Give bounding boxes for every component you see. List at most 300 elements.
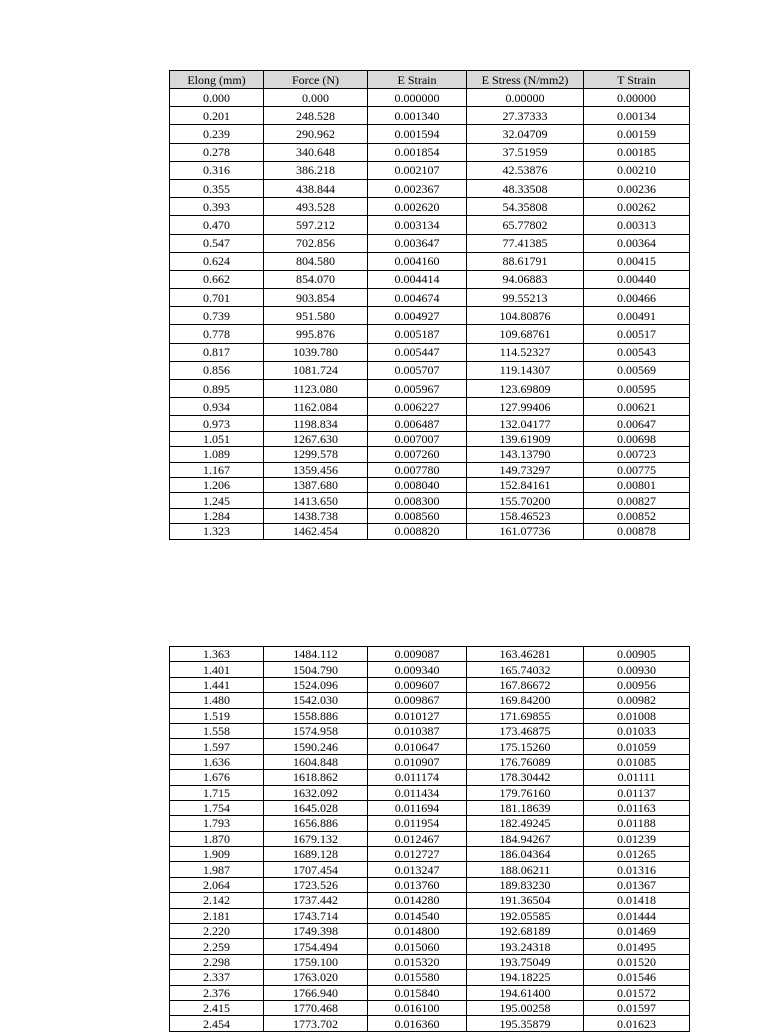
cell-force: 951.580	[264, 307, 368, 325]
cell-e-stress: 169.84200	[467, 693, 584, 708]
cell-e-strain: 0.004927	[368, 307, 467, 325]
cell-force: 1081.724	[264, 361, 368, 379]
table-row	[170, 908, 690, 923]
cell-e-strain: 0.008300	[368, 493, 467, 508]
cell-e-strain: 0.011434	[368, 785, 467, 800]
cell-e-stress: 189.83230	[467, 877, 584, 892]
cell-e-strain: 0.010387	[368, 723, 467, 738]
column-header-e-stress: E Stress (N/mm2)	[467, 71, 584, 89]
cell-elong: 2.220	[170, 924, 264, 939]
cell-elong: 1.206	[170, 477, 264, 492]
cell-t-strain: 0.00466	[584, 289, 690, 307]
cell-force: 1162.084	[264, 398, 368, 416]
cell-elong: 1.363	[170, 647, 264, 662]
cell-t-strain: 0.00982	[584, 693, 690, 708]
cell-force: 702.856	[264, 234, 368, 252]
cell-elong: 0.470	[170, 216, 264, 234]
cell-e-strain: 0.004674	[368, 289, 467, 307]
table-row	[170, 862, 690, 877]
cell-elong: 1.793	[170, 816, 264, 831]
table-header	[170, 71, 690, 89]
table-row	[170, 831, 690, 846]
cell-e-strain: 0.012467	[368, 831, 467, 846]
cell-t-strain: 0.01495	[584, 939, 690, 954]
cell-elong: 2.181	[170, 908, 264, 923]
cell-e-strain: 0.006227	[368, 398, 467, 416]
table-row	[170, 380, 690, 398]
cell-elong: 1.676	[170, 770, 264, 785]
table-row	[170, 708, 690, 723]
cell-t-strain: 0.00647	[584, 416, 690, 431]
cell-t-strain: 0.00134	[584, 107, 690, 125]
table-row	[170, 416, 690, 431]
table-row	[170, 107, 690, 125]
cell-t-strain: 0.00621	[584, 398, 690, 416]
cell-force: 1754.494	[264, 939, 368, 954]
cell-e-stress: 195.00258	[467, 1000, 584, 1015]
table-row	[170, 270, 690, 288]
cell-e-strain: 0.012727	[368, 847, 467, 862]
cell-t-strain: 0.00723	[584, 447, 690, 462]
tensile-data-table-bottom	[169, 646, 690, 1032]
cell-t-strain: 0.00236	[584, 179, 690, 197]
cell-force: 1773.702	[264, 1016, 368, 1031]
cell-t-strain: 0.01316	[584, 862, 690, 877]
table-row	[170, 508, 690, 523]
cell-t-strain: 0.00698	[584, 431, 690, 446]
cell-e-strain: 0.003134	[368, 216, 467, 234]
cell-t-strain: 0.00801	[584, 477, 690, 492]
cell-force: 1359.456	[264, 462, 368, 477]
cell-e-stress: 165.74032	[467, 662, 584, 677]
cell-t-strain: 0.01444	[584, 908, 690, 923]
cell-e-strain: 0.013760	[368, 877, 467, 892]
cell-t-strain: 0.01469	[584, 924, 690, 939]
cell-t-strain: 0.01033	[584, 723, 690, 738]
table-row	[170, 754, 690, 769]
cell-t-strain: 0.01137	[584, 785, 690, 800]
cell-e-stress: 182.49245	[467, 816, 584, 831]
cell-force: 1656.886	[264, 816, 368, 831]
cell-elong: 0.662	[170, 270, 264, 288]
cell-elong: 1.167	[170, 462, 264, 477]
cell-force: 290.962	[264, 125, 368, 143]
table-row	[170, 477, 690, 492]
table-row	[170, 179, 690, 197]
cell-elong: 0.547	[170, 234, 264, 252]
cell-e-strain: 0.011694	[368, 800, 467, 815]
cell-force: 1632.092	[264, 785, 368, 800]
table-row	[170, 939, 690, 954]
cell-force: 1737.442	[264, 893, 368, 908]
column-header-force: Force (N)	[264, 71, 368, 89]
cell-force: 1766.940	[264, 985, 368, 1000]
column-header-t-strain: T Strain	[584, 71, 690, 89]
cell-e-stress: 54.35808	[467, 198, 584, 216]
cell-e-stress: 37.51959	[467, 143, 584, 161]
table-row	[170, 289, 690, 307]
cell-e-stress: 143.13790	[467, 447, 584, 462]
cell-e-stress: 132.04177	[467, 416, 584, 431]
cell-e-stress: 77.41385	[467, 234, 584, 252]
cell-e-strain: 0.010647	[368, 739, 467, 754]
cell-e-strain: 0.006487	[368, 416, 467, 431]
cell-e-stress: 192.68189	[467, 924, 584, 939]
table-row	[170, 1000, 690, 1015]
table-row	[170, 693, 690, 708]
cell-e-stress: 195.35879	[467, 1016, 584, 1031]
cell-force: 804.580	[264, 252, 368, 270]
cell-e-strain: 0.007780	[368, 462, 467, 477]
cell-t-strain: 0.01367	[584, 877, 690, 892]
cell-elong: 1.480	[170, 693, 264, 708]
cell-force: 1524.096	[264, 677, 368, 692]
cell-e-strain: 0.016360	[368, 1016, 467, 1031]
cell-t-strain: 0.00930	[584, 662, 690, 677]
cell-elong: 1.441	[170, 677, 264, 692]
cell-elong: 2.376	[170, 985, 264, 1000]
cell-t-strain: 0.00905	[584, 647, 690, 662]
cell-t-strain: 0.01418	[584, 893, 690, 908]
cell-elong: 1.597	[170, 739, 264, 754]
cell-e-stress: 191.36504	[467, 893, 584, 908]
cell-e-stress: 161.07736	[467, 524, 584, 539]
cell-e-strain: 0.015060	[368, 939, 467, 954]
table-row	[170, 954, 690, 969]
cell-elong: 0.778	[170, 325, 264, 343]
table-row	[170, 877, 690, 892]
cell-elong: 1.401	[170, 662, 264, 677]
cell-force: 1504.790	[264, 662, 368, 677]
table-row	[170, 739, 690, 754]
cell-e-stress: 109.68761	[467, 325, 584, 343]
cell-t-strain: 0.01188	[584, 816, 690, 831]
cell-e-strain: 0.015580	[368, 970, 467, 985]
cell-e-stress: 186.04364	[467, 847, 584, 862]
cell-e-strain: 0.009087	[368, 647, 467, 662]
cell-e-stress: 94.06883	[467, 270, 584, 288]
cell-elong: 2.259	[170, 939, 264, 954]
cell-force: 1679.132	[264, 831, 368, 846]
cell-t-strain: 0.00595	[584, 380, 690, 398]
cell-force: 1770.468	[264, 1000, 368, 1015]
cell-e-stress: 184.94267	[467, 831, 584, 846]
cell-force: 1484.112	[264, 647, 368, 662]
cell-e-strain: 0.008040	[368, 477, 467, 492]
table-row	[170, 361, 690, 379]
cell-elong: 1.909	[170, 847, 264, 862]
cell-e-strain: 0.001340	[368, 107, 467, 125]
cell-e-strain: 0.009867	[368, 693, 467, 708]
cell-t-strain: 0.01623	[584, 1016, 690, 1031]
cell-t-strain: 0.00543	[584, 343, 690, 361]
cell-e-stress: 179.76160	[467, 785, 584, 800]
table-row	[170, 161, 690, 179]
cell-elong: 0.856	[170, 361, 264, 379]
cell-force: 1387.680	[264, 477, 368, 492]
cell-elong: 1.051	[170, 431, 264, 446]
table-row	[170, 970, 690, 985]
cell-e-stress: 27.37333	[467, 107, 584, 125]
cell-force: 1723.526	[264, 877, 368, 892]
table-row	[170, 398, 690, 416]
cell-elong: 1.323	[170, 524, 264, 539]
cell-e-stress: 104.80876	[467, 307, 584, 325]
cell-elong: 1.987	[170, 862, 264, 877]
cell-elong: 0.278	[170, 143, 264, 161]
table-row	[170, 234, 690, 252]
cell-force: 1763.020	[264, 970, 368, 985]
cell-e-stress: 193.75049	[467, 954, 584, 969]
cell-elong: 0.393	[170, 198, 264, 216]
cell-e-strain: 0.016100	[368, 1000, 467, 1015]
cell-e-strain: 0.001854	[368, 143, 467, 161]
cell-t-strain: 0.01059	[584, 739, 690, 754]
cell-e-stress: 193.24318	[467, 939, 584, 954]
cell-e-stress: 194.61400	[467, 985, 584, 1000]
cell-force: 903.854	[264, 289, 368, 307]
cell-force: 386.218	[264, 161, 368, 179]
cell-t-strain: 0.00852	[584, 508, 690, 523]
cell-e-stress: 173.46875	[467, 723, 584, 738]
cell-force: 1542.030	[264, 693, 368, 708]
cell-force: 1438.738	[264, 508, 368, 523]
table-row	[170, 143, 690, 161]
cell-e-stress: 65.77802	[467, 216, 584, 234]
table-row	[170, 524, 690, 539]
cell-e-strain: 0.013247	[368, 862, 467, 877]
cell-force: 438.844	[264, 179, 368, 197]
cell-t-strain: 0.01085	[584, 754, 690, 769]
cell-e-stress: 181.18639	[467, 800, 584, 815]
cell-force: 1413.650	[264, 493, 368, 508]
cell-e-strain: 0.004160	[368, 252, 467, 270]
cell-elong: 0.239	[170, 125, 264, 143]
cell-elong: 1.870	[170, 831, 264, 846]
cell-t-strain: 0.00878	[584, 524, 690, 539]
cell-force: 340.648	[264, 143, 368, 161]
cell-e-stress: 152.84161	[467, 477, 584, 492]
tensile-data-table-top	[169, 70, 690, 540]
cell-force: 597.212	[264, 216, 368, 234]
cell-e-strain: 0.010127	[368, 708, 467, 723]
cell-e-stress: 119.14307	[467, 361, 584, 379]
cell-e-strain: 0.014540	[368, 908, 467, 923]
column-header-e-strain: E Strain	[368, 71, 467, 89]
cell-t-strain: 0.00210	[584, 161, 690, 179]
cell-t-strain: 0.00569	[584, 361, 690, 379]
cell-elong: 2.064	[170, 877, 264, 892]
table-row	[170, 847, 690, 862]
table-row	[170, 431, 690, 446]
cell-t-strain: 0.00517	[584, 325, 690, 343]
cell-e-strain: 0.009340	[368, 662, 467, 677]
cell-force: 1462.454	[264, 524, 368, 539]
cell-e-strain: 0.000000	[368, 89, 467, 107]
cell-force: 0.000	[264, 89, 368, 107]
cell-e-strain: 0.005967	[368, 380, 467, 398]
table-row	[170, 985, 690, 1000]
cell-e-strain: 0.014280	[368, 893, 467, 908]
cell-e-stress: 171.69855	[467, 708, 584, 723]
cell-e-strain: 0.002620	[368, 198, 467, 216]
cell-elong: 1.715	[170, 785, 264, 800]
cell-t-strain: 0.01265	[584, 847, 690, 862]
cell-t-strain: 0.01111	[584, 770, 690, 785]
table-row	[170, 343, 690, 361]
cell-e-stress: 88.61791	[467, 252, 584, 270]
cell-t-strain: 0.00415	[584, 252, 690, 270]
cell-e-strain: 0.004414	[368, 270, 467, 288]
table-row	[170, 307, 690, 325]
cell-force: 1558.886	[264, 708, 368, 723]
cell-force: 248.528	[264, 107, 368, 125]
cell-elong: 0.739	[170, 307, 264, 325]
cell-t-strain: 0.00262	[584, 198, 690, 216]
table-row	[170, 198, 690, 216]
cell-force: 1645.028	[264, 800, 368, 815]
cell-t-strain: 0.00185	[584, 143, 690, 161]
cell-e-strain: 0.002107	[368, 161, 467, 179]
cell-t-strain: 0.00440	[584, 270, 690, 288]
cell-t-strain: 0.01520	[584, 954, 690, 969]
cell-force: 854.070	[264, 270, 368, 288]
cell-elong: 1.089	[170, 447, 264, 462]
cell-e-strain: 0.015840	[368, 985, 467, 1000]
cell-elong: 1.284	[170, 508, 264, 523]
table-row	[170, 252, 690, 270]
cell-e-strain: 0.007260	[368, 447, 467, 462]
cell-e-stress: 178.30442	[467, 770, 584, 785]
cell-e-stress: 123.69809	[467, 380, 584, 398]
cell-elong: 2.454	[170, 1016, 264, 1031]
cell-e-stress: 32.04709	[467, 125, 584, 143]
cell-e-stress: 167.86672	[467, 677, 584, 692]
cell-e-strain: 0.007007	[368, 431, 467, 446]
cell-elong: 0.701	[170, 289, 264, 307]
cell-e-stress: 163.46281	[467, 647, 584, 662]
cell-t-strain: 0.01163	[584, 800, 690, 815]
cell-force: 1039.780	[264, 343, 368, 361]
cell-e-strain: 0.005447	[368, 343, 467, 361]
cell-e-stress: 114.52327	[467, 343, 584, 361]
cell-t-strain: 0.01546	[584, 970, 690, 985]
cell-t-strain: 0.00775	[584, 462, 690, 477]
cell-force: 1743.714	[264, 908, 368, 923]
cell-t-strain: 0.00364	[584, 234, 690, 252]
table-row	[170, 770, 690, 785]
table-row	[170, 493, 690, 508]
cell-e-stress: 0.00000	[467, 89, 584, 107]
table-row	[170, 125, 690, 143]
cell-t-strain: 0.01572	[584, 985, 690, 1000]
cell-e-stress: 42.53876	[467, 161, 584, 179]
cell-t-strain: 0.00313	[584, 216, 690, 234]
cell-e-strain: 0.005707	[368, 361, 467, 379]
table-row	[170, 723, 690, 738]
table-row	[170, 785, 690, 800]
cell-elong: 2.298	[170, 954, 264, 969]
cell-elong: 1.245	[170, 493, 264, 508]
cell-elong: 2.337	[170, 970, 264, 985]
cell-elong: 1.636	[170, 754, 264, 769]
cell-elong: 0.000	[170, 89, 264, 107]
cell-e-stress: 155.70200	[467, 493, 584, 508]
cell-force: 1590.246	[264, 739, 368, 754]
cell-e-strain: 0.008820	[368, 524, 467, 539]
cell-force: 1707.454	[264, 862, 368, 877]
cell-elong: 0.355	[170, 179, 264, 197]
cell-force: 1604.848	[264, 754, 368, 769]
column-header-elong: Elong (mm)	[170, 71, 264, 89]
cell-elong: 1.754	[170, 800, 264, 815]
cell-e-strain: 0.001594	[368, 125, 467, 143]
table-row	[170, 677, 690, 692]
cell-t-strain: 0.00956	[584, 677, 690, 692]
cell-elong: 0.973	[170, 416, 264, 431]
cell-elong: 0.201	[170, 107, 264, 125]
cell-force: 1267.630	[264, 431, 368, 446]
cell-force: 1618.862	[264, 770, 368, 785]
table-row	[170, 462, 690, 477]
cell-t-strain: 0.01008	[584, 708, 690, 723]
cell-e-stress: 99.55213	[467, 289, 584, 307]
table-row	[170, 216, 690, 234]
cell-elong: 0.817	[170, 343, 264, 361]
cell-elong: 1.519	[170, 708, 264, 723]
cell-force: 1759.100	[264, 954, 368, 969]
table-row	[170, 647, 690, 662]
cell-e-stress: 149.73297	[467, 462, 584, 477]
cell-e-stress: 48.33508	[467, 179, 584, 197]
cell-elong: 2.415	[170, 1000, 264, 1015]
cell-e-strain: 0.003647	[368, 234, 467, 252]
cell-t-strain: 0.00491	[584, 307, 690, 325]
cell-t-strain: 0.01597	[584, 1000, 690, 1015]
cell-force: 493.528	[264, 198, 368, 216]
cell-force: 1574.958	[264, 723, 368, 738]
cell-elong: 1.558	[170, 723, 264, 738]
cell-e-stress: 127.99406	[467, 398, 584, 416]
cell-elong: 0.316	[170, 161, 264, 179]
table-row	[170, 662, 690, 677]
cell-force: 1123.080	[264, 380, 368, 398]
cell-force: 995.876	[264, 325, 368, 343]
cell-force: 1749.398	[264, 924, 368, 939]
table-row	[170, 447, 690, 462]
cell-e-stress: 188.06211	[467, 862, 584, 877]
cell-t-strain: 0.00000	[584, 89, 690, 107]
cell-e-stress: 139.61909	[467, 431, 584, 446]
table-row	[170, 924, 690, 939]
cell-e-strain: 0.014800	[368, 924, 467, 939]
cell-force: 1299.578	[264, 447, 368, 462]
cell-force: 1198.834	[264, 416, 368, 431]
cell-e-strain: 0.005187	[368, 325, 467, 343]
cell-force: 1689.128	[264, 847, 368, 862]
cell-elong: 0.624	[170, 252, 264, 270]
table-row	[170, 800, 690, 815]
cell-e-stress: 176.76089	[467, 754, 584, 769]
cell-e-strain: 0.002367	[368, 179, 467, 197]
cell-t-strain: 0.01239	[584, 831, 690, 846]
cell-e-stress: 175.15260	[467, 739, 584, 754]
cell-e-strain: 0.010907	[368, 754, 467, 769]
cell-elong: 2.142	[170, 893, 264, 908]
table-row	[170, 325, 690, 343]
cell-t-strain: 0.00827	[584, 493, 690, 508]
cell-e-strain: 0.009607	[368, 677, 467, 692]
